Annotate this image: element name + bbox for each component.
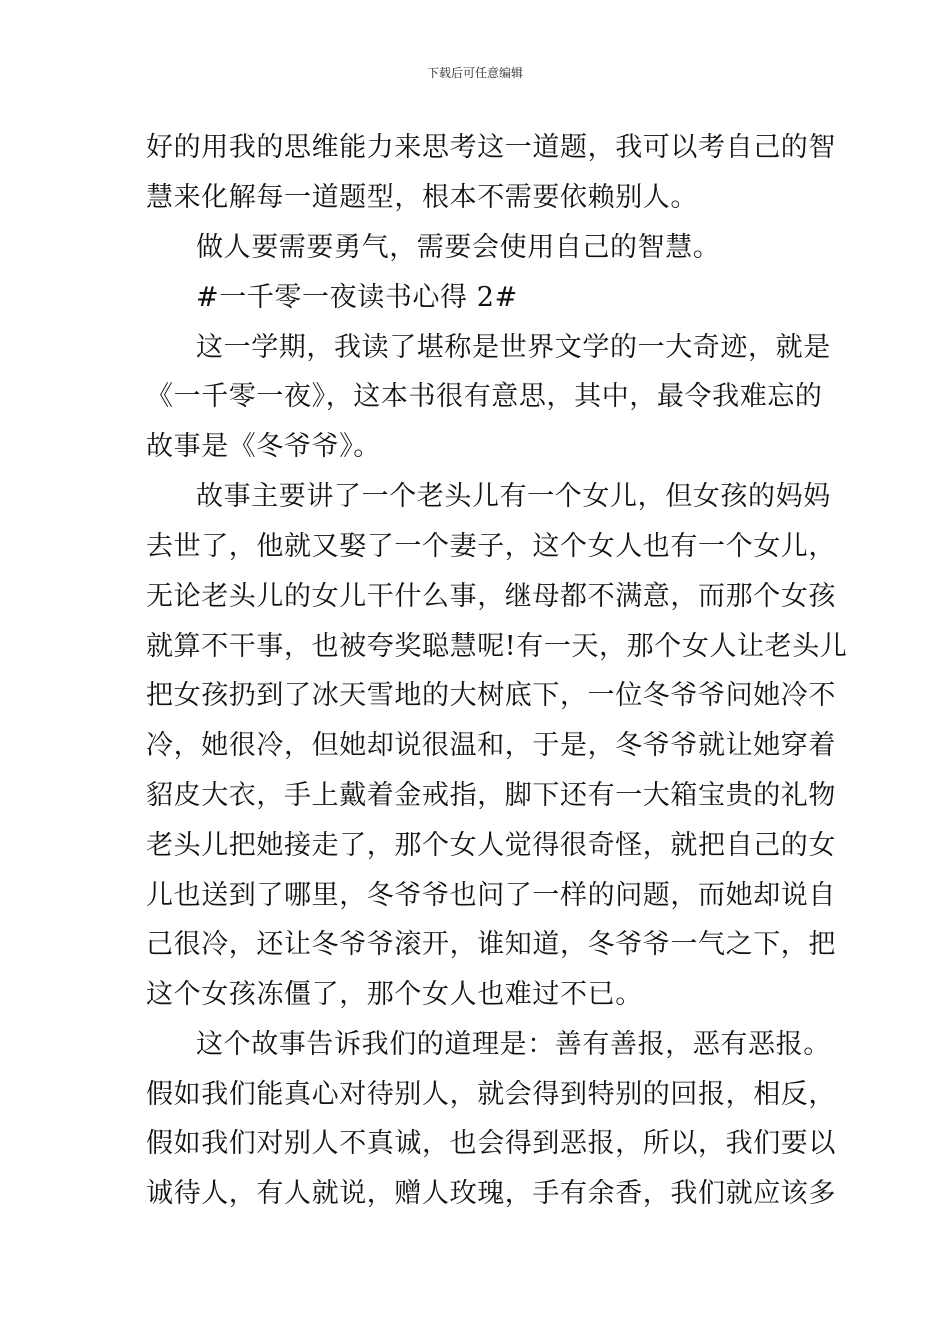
text-line: 己很冷，还让冬爷爷滚开，谁知道，冬爷爷一气之下，把: [146, 929, 836, 960]
text-line: 故事主要讲了一个老头儿有一个女儿，但女孩的妈妈: [196, 481, 831, 512]
text-line: 这一学期，我读了堪称是世界文学的一大奇迹，就是: [196, 332, 831, 363]
text-line: 无论老头儿的女儿干什么事，继母都不满意，而那个女孩: [146, 581, 836, 612]
text-line: 老头儿把她接走了，那个女人觉得很奇怪，就把自己的女: [146, 830, 836, 861]
text-line: 冷，她很冷，但她却说很温和，于是，冬爷爷就让她穿着: [146, 730, 836, 761]
text-line: 去世了，他就又娶了一个妻子，这个女人也有一个女儿，: [146, 531, 836, 562]
text-line: 把女孩扔到了冰天雪地的大树底下，一位冬爷爷问她冷不: [146, 680, 836, 711]
text-line: 这个女孩冻僵了，那个女人也难过不已。: [146, 979, 643, 1010]
text-line: 貂皮大衣，手上戴着金戒指，脚下还有一大箱宝贵的礼物: [146, 780, 836, 811]
text-line: #一千零一夜读书心得 2#: [196, 282, 518, 313]
text-line: 就算不干事，也被夸奖聪慧呢!有一天，那个女人让老头儿: [146, 631, 848, 662]
text-line: 假如我们对别人不真诚，也会得到恶报，所以，我们要以: [146, 1128, 836, 1159]
text-line: 儿也送到了哪里，冬爷爷也问了一样的问题，而她却说自: [146, 880, 836, 911]
text-line: 做人要需要勇气，需要会使用自己的智慧。: [196, 232, 721, 263]
text-line: 慧来化解每一道题型，根本不需要依赖别人。: [146, 182, 698, 213]
text-line: 这个故事告诉我们的道理是：善有善报，恶有恶报。: [196, 1029, 831, 1060]
text-line: 《一千零一夜》，这本书很有意思，其中，最令我难忘的: [146, 381, 823, 412]
text-line: 诚待人，有人就说，赠人玫瑰，手有余香，我们就应该多: [146, 1178, 836, 1209]
text-line: 假如我们能真心对待别人，就会得到特别的回报，相反，: [146, 1079, 836, 1110]
text-line: 好的用我的思维能力来思考这一道题，我可以考自己的智: [146, 132, 836, 163]
page-header: 下载后可任意编辑: [426, 66, 523, 80]
text-line: 故事是《冬爷爷》。: [146, 431, 381, 462]
